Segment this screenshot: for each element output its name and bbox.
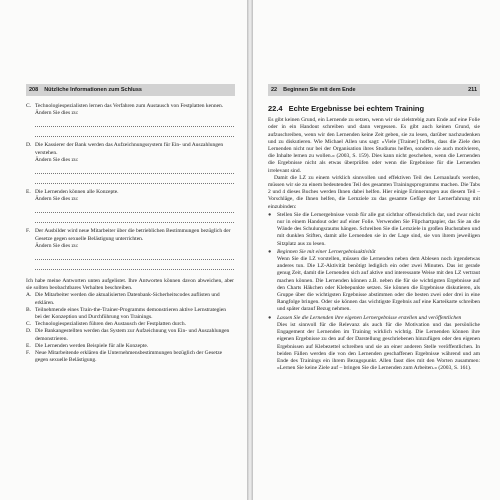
answer-f [26,350,234,364]
section-title: Echte Ergebnisse bei echtem Training [288,104,425,113]
question-marker: F. [26,228,30,235]
answer-text: Die Lernenden werden Beispiele für alle Konzepte. [35,342,149,349]
bullet-item [268,249,480,314]
question-prompt: Ändern Sie dies zu: [35,196,79,203]
question-text: Die Lernenden können alle Konzepte. [35,189,119,196]
question-prompt: Ändern Sie dies zu: [35,156,79,163]
answer-line[interactable] [35,260,234,270]
answer-line[interactable] [35,164,234,174]
bullet-title: Beginnen Sie mit einer Lernergebnisaktivität [277,248,376,255]
answer-text: Neue Mitarbeitende erklären die Unternehmensbestimmungen bezüglich der Gesetze gegen sexuelle Belästigung. [35,350,223,364]
bullet-circle-icon: ● [268,211,272,218]
right-page [253,0,500,500]
left-page [0,0,247,500]
question-d [26,142,234,156]
answer-text: Teilnehmende eines Train-the-Trainer-Programms demonstrieren aktive Lernstrategien bei der Konzeption und Durchführung von Trainings. [35,306,226,321]
right-content [268,103,480,372]
bullet-item [268,315,480,373]
left-content [26,103,234,364]
answer-text: Die Mitarbeiter werden die aktualisierten Datenbank-Sicherheitscodes auflisten und erklären. [35,292,220,306]
paragraph-1: Es gibt keinen Grund, ein Lernende zu setzen, wenn wir sie zielstrebig zum Ende auf eine Folie oder in ein Handout schreiben und dann vergessen. Es gibt auch keinen Grund, sie aufzuschreiben, wenn wir den Lernenden keine Zeit geben, sie zu lesen, darüber nachzudenken und zu diskutieren. Wie Michael Allen uns sagt: »Viele [Trainer] hoffen, dass die Ziele den Lernenden nicht nur bei der Organisation ihres Studiums helfen, sondern sie auch motivieren, die Inhalte lernen zu wollen.« (2003, S. 159). Dies kann nicht geschehen, wenn die Lernenden die Ergebnisse nicht als etwas überprüfen oder wenn die Ergebnisse für die Lernenden irrelevant sind. [268,117,480,174]
bullet-text: Stellen Sie die Lernergebnisse vorab für alle gut sichtbar offensichtlich dar, und zwar nicht nur in einem Handout oder auf einer Folie. Verwenden Sie Flipchartpapier, das Sie an die Wände des Schulungsraums hängen. Schreiben Sie die Lernziele in großen Buchstaben und mit dunklen Stiften, damit alle Lernenden sie in der Lage sind, sie von ihrem jeweiligen Sitzplatz aus zu lesen. [277,211,480,247]
answer-line[interactable] [35,174,234,184]
question-text: Technologiespezialisten lernen das Verfahren zum Austausch von Festplatten kennen. [35,103,224,109]
answer-text: Die Bankangestellten werden das System zur Aufzeichnung von Ein- und Auszahlungen demonstrieren. [35,328,230,342]
section-number: 22.4 [268,104,283,113]
question-prompt: Ändern Sie dies zu: [35,242,79,249]
chapter-number: 22 [271,87,278,93]
right-page-number: 211 [468,87,477,93]
answers-intro: Ich habe meine Antworten unten aufgelistet. Ihre Antworten können davon abweichen, aber sie sollten beobachtbares Verhalten beschreiben. [26,278,234,292]
right-running-header [268,84,480,96]
answer-marker: B. [26,306,32,313]
bullet-title: Lassen Sie die Lernenden ihre eigenen Lernergebnisse erstellen und veröffentlichen [277,314,462,321]
bullet-circle-icon: ● [268,248,272,255]
question-text: Die Kassierer der Bank werden das Aufzeichnungssystem für Ein- und Auszahlungen verstehen. [35,142,224,156]
question-marker: C. [26,103,32,109]
section-heading [268,105,480,112]
answer-marker: C. [26,321,32,328]
paragraph-2: Damit die LZ zu einem wirklich sinnvollen und effektiven Teil des Lernanlaufs werden, müssen wir sie zu einem bedeutenden Teil des gesamten Trainingsprogramms machen. Die Tabs 2 und 4 dieses Buches werden Ihnen dabei helfen. Hier einige Erinnerungen aus diesem Teil – Vorschläge, die Ihnen helfen, die Lernziele zu das gesamte Gefüge der Lernerfahrung mit einzubinden: [268,174,480,210]
left-page-number: 208 [29,87,39,93]
answer-marker: F. [26,350,30,357]
question-prompt: Ändern Sie dies zu: [35,110,79,117]
bullet-text: Wenn Sie die LZ vorstellen, müssen die Lernenden neben dem Ablesen noch irgendetwas anderes tun. Die LZ-Aktivität benötigt lediglich ein oder zwei Minuten. Das ist gerade genug Zeit, damit die Lernenden sich auf aktive und interessante Weise mit den LZ vertraut machen können. Die Lernenden können z.B. neben die für sie wichtigsten Ergebnisse auf den Charts Häkchen oder Klebepunkte setzen. Sie können die Ergebnisse diskutieren, als Gruppe über die wichtigsten Ergebnisse abstimmen oder die besten zwei oder drei in eine Rangfolge bringen. Oder sie können das wichtigste Ergebnis auf eine Karteikarte schreiben und später darauf Bezug nehmen. [277,256,480,313]
answer-e [26,343,234,350]
left-running-header [26,84,235,96]
answer-marker: E. [26,342,31,349]
bullet-circle-icon: ● [268,314,272,321]
right-header-title: Beginnen Sie mit dem Ende [283,87,356,93]
answer-line[interactable] [35,213,234,223]
question-f [26,228,234,242]
question-marker: D. [26,142,32,149]
bullet-text: Dies ist sinnvoll für die Relevanz als auch für die Motivation und das persönliche Engagement der Lernenden im Training wirklich wichtig. Die Lernenden können ihre eigenen Ergebnisse zu den auf der Darstellung geschriebenen hinzufügen oder den eigenen Ergebnissen auf Klebezettel schreiben und sie an einer anderen Stelle veröffentlichen. In beiden Fällen werden die von den Lernenden geschaffenen Ergebnisse während und am Ende des Trainings ein ihrem Bezugspunkt. Allen fasst dies mit den Worten zusammen: »Lernen Sie keine Ziele auf – bringen Sie die Lernenden zum Arbeiten.« (2003, S. 161). [277,321,480,372]
question-text: Der Ausbilder wird neue Mitarbeiter über die betrieblichen Bestimmungen bezüglich der Gesetze gegen sexuelle Belästigung unterrichten. [35,228,231,242]
answer-marker: D. [26,328,32,335]
answer-line[interactable] [35,127,234,137]
question-marker: E. [26,189,31,196]
bullet-item [268,212,480,248]
answer-b [26,307,234,321]
left-header-title: Nützliche Informationen zum Schluss [44,87,142,93]
answer-marker: A. [26,292,32,299]
answer-line[interactable] [35,117,234,127]
answer-line[interactable] [35,250,234,260]
answer-a [26,292,234,306]
answer-d [26,328,234,342]
answer-text: Technologiespezialisten führen den Austausch der Festplatten durch. [35,321,186,328]
answer-line[interactable] [35,203,234,213]
